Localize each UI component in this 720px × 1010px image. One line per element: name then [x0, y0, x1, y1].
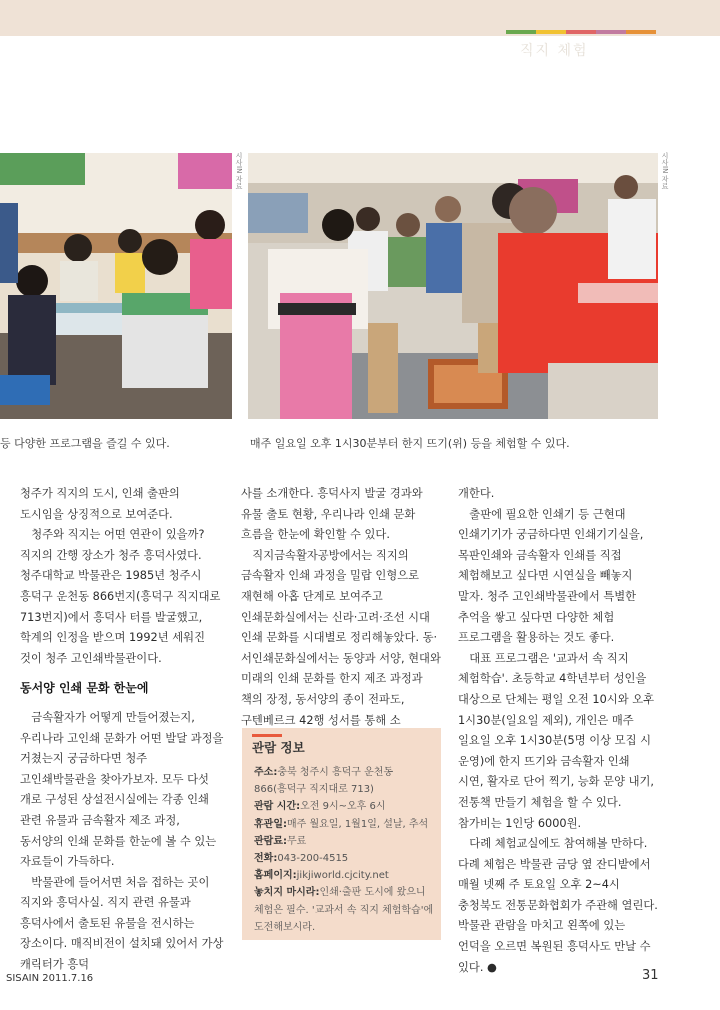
col2-paragraph: 사를 소개한다. 흥덕사지 발굴 경과와 유물 출토 현황, 우리나라 인쇄 문화 흐름을 한눈에 확인할 수 있다. [241, 487, 423, 542]
info-phone: 전화:043-200-4515 [254, 853, 349, 865]
caption-right: 매주 일요일 오후 1시30분부터 한지 뜨기(위) 등을 체험할 수 있다. [250, 437, 570, 450]
info-address: 주소:충북 청주시 흥덕구 운천동 866(흥덕구 직지대로 713) [254, 767, 394, 796]
col3-paragraph: 개한다. [458, 487, 495, 500]
info-fee: 관람료:무료 [254, 835, 307, 847]
info-hours: 관람 시간:오전 9시~오후 6시 [254, 801, 386, 813]
col1-paragraph: 박물관에 들어서면 처음 접하는 곳이 직지와 흥덕사실. 직지 관련 유물과 흥덕사에서 출토된 유물을 전시하는 장소이다. 매직비전이 설치돼 있어서 가상 캐릭터가 흥덕 [20, 875, 224, 972]
color-marker-strip [506, 30, 656, 34]
article-column-2 [241, 484, 442, 731]
info-tip: 놓치지 마시라:인쇄·출판 도시에 왔으니 체험은 필수. '교과서 속 직지 체험학습'에 도전해보시라. [254, 887, 434, 933]
photo-credit-right: 시사IN 자료 [661, 152, 669, 190]
article-column-3 [458, 484, 658, 978]
article-column-1 [20, 484, 227, 976]
photo-classroom [0, 153, 232, 419]
col1-paragraph: 청주가 직지의 도시, 인쇄 출판의 도시임을 상징적으로 보여준다. [20, 487, 180, 521]
col3-paragraph: 다례 체험교실에도 참여해볼 만하다. 다례 체험은 박물관 금당 옆 잔디밭에서 매월 넷째 주 토요일 오후 2~4시 충청북도 전통문화협회가 주관해 열린다. 박물관 관람을 마치고 왼쪽에 있는 언덕을 오르면 복원된 흥덕사도 만날 수 있다. ● [458, 837, 658, 974]
col3-paragraph: 출판에 필요한 인쇄기 등 근현대 인쇄기기가 궁금하다면 인쇄기기실을, 목판인쇄와 금속활자 인쇄를 직접 체험해보고 싶다면 시연실을 빼놓지 말자. 청주 고인쇄박물관에서 특별한 추억을 쌓고 싶다면 다양한 체험 프로그램을 활용하는 것도 좋다. [458, 507, 644, 645]
footer-publication: SISAIN 2011.7.16 [6, 973, 94, 984]
col1-paragraph: 청주와 직지는 어떤 연관이 있을까? 직지의 간행 장소가 청주 흥덕사였다. 청주대학교 박물관은 1985년 청주시 흥덕구 운천동 866번지(흥덕구 직지대로 713번지)에서 흥덕사 터를 발굴했고, 학계의 인정을 받으며 1992년 세워진 것이 청주 고인쇄박물관이다. [20, 528, 221, 665]
photo-credit-left: 시사IN 자료 [235, 152, 243, 190]
section-title: 직지 체험 [520, 43, 589, 59]
col2-paragraph: 직지금속활자공방에서는 직지의 금속활자 인쇄 과정을 밀랍 인형으로 재현해 아홉 단계로 보여주고 인쇄문화실에서는 신라·고려·조선 시대 인쇄 문화를 시대별로 정리해놓았다. 동·서인쇄문화실에서는 동양과 서양, 현대와 미래의 인쇄 문화를 한지 제조 과정과 책의 장정, 동서양의 종이 전파도, 구텐베르크 42행 성서를 통해 소 [241, 548, 441, 727]
col1-paragraph: 금속활자가 어떻게 만들어졌는지, 우리나라 고인쇄 문화가 어떤 발달 과정을 거쳤는지 궁금하다면 청주 고인쇄박물관을 찾아가보자. 모두 다섯 개로 구성된 상설전시실에는 각종 인쇄 관련 유물과 금속활자 제조 과정, 동서양의 인쇄 문화를 한눈에 볼 수 있는 자료들이 가득하다. [20, 710, 224, 869]
info-title: 관람 정보 [252, 740, 305, 755]
section-heading: 동서양 인쇄 문화 한눈에 [20, 681, 149, 696]
caption-left: 등 다양한 프로그램을 즐길 수 있다. [0, 437, 170, 450]
info-web: 홈페이지:jikjiworld.cjcity.net [254, 870, 389, 882]
info-closed: 휴관일:매주 월요일, 1월1일, 설날, 추석 [254, 818, 429, 830]
info-accent-bar [252, 734, 282, 737]
visit-info-box [242, 728, 441, 940]
photo-paper-making [248, 153, 658, 419]
col3-paragraph: 대표 프로그램은 '교과서 속 직지 체험학습'. 초등학교 4학년부터 성인을 대상으로 단체는 평일 오전 10시와 오후 1시30분(일요일 제외), 개인은 매주 일요일 오후 1시30분(5명 이상 모집 시 운영)에 한지 뜨기와 금속활자 인쇄 시연, 활자로 단어 찍기, 능화 문양 내기, 전통책 만들기 체험을 할 수 있다. 참가비는 1인당 6000원. [458, 651, 655, 830]
page-number: 31 [642, 968, 659, 983]
